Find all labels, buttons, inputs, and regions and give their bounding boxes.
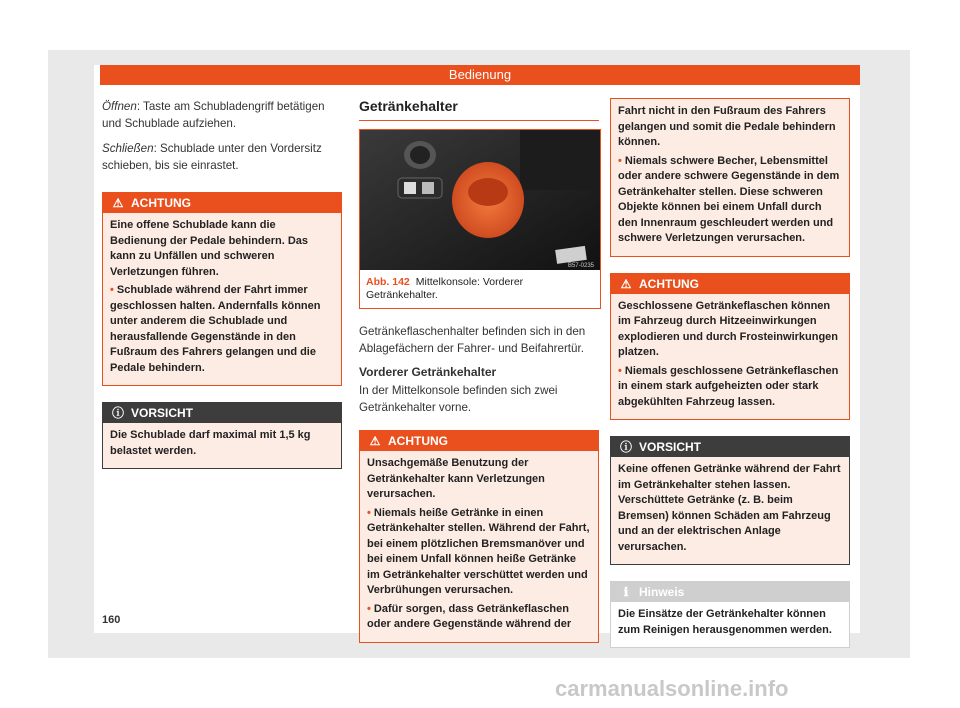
caution-text: Die Schublade darf maximal mit 1,5 kg belastet werden.: [110, 429, 311, 457]
bullet-icon: •: [618, 364, 625, 377]
warning-box-bottles: [610, 273, 850, 421]
warning-title: ACHTUNG: [388, 434, 448, 448]
note-box-header: [611, 582, 849, 602]
warning-text: Unsachgemäße Benutzung der Getränkehalter kann Verletzungen verursachen.: [367, 457, 545, 500]
warning-bullet: • Schublade während der Fahrt immer geschlossen halten. Andernfalls können unter anderem die Schublade und herausfallende Gegenstände in den Fußraum des Fahrers gelangen und die Pedale behindern.: [110, 284, 321, 374]
warning-box-body: [103, 213, 341, 385]
page-number: 160: [102, 614, 121, 626]
caution-title: VORSICHT: [131, 406, 194, 420]
caution-box-header: [103, 403, 341, 423]
warning-triangle-icon: ⚠: [369, 434, 381, 448]
warning-title: ACHTUNG: [131, 196, 191, 210]
warning-title: ACHTUNG: [639, 276, 699, 291]
exclamation-circle-icon: ⓘ: [619, 440, 632, 454]
note-title: Hinweis: [639, 585, 685, 599]
bullet-icon: •: [367, 602, 374, 615]
warning-bullet: • Niemals heiße Getränke in einen Getränkehalter stellen. Während der Fahrt, bei einem plötzlichen Bremsmanöver und bei einem Unfall können heiße Getränke im Getränkehalter verschüttet werden und Verbrühungen verursachen.: [367, 506, 590, 596]
intro-paragraph: Getränkeflaschenhalter befinden sich in den Ablagefächern der Fahrer- und Beifahrertür.: [359, 325, 586, 355]
page-header: Bedienung: [100, 65, 860, 85]
caution-box-header: [611, 437, 849, 457]
warning-triangle-icon: ⚠: [112, 196, 124, 210]
warning-box-body: [360, 451, 598, 642]
warning-box-header: [360, 431, 598, 451]
close-label: Schließen: [102, 142, 154, 155]
close-paragraph: [102, 140, 342, 174]
warning-box-header: [611, 274, 849, 294]
warning-text: Eine offene Schublade kann die Bedienung der Pedale behindern. Das kann zu Unfällen und schweren Verletzungen führen.: [110, 219, 309, 278]
caution-text: Keine offenen Getränke während der Fahrt im Getränkehalter stehen lassen. Verschüttete Getränke (z. B. beim Bremsen) können Schäden am Fahrzeug und an der elektrischen Anlage verursachen.: [618, 463, 841, 553]
column-right: [610, 98, 850, 664]
caution-box-body: [611, 457, 849, 564]
warning-box-header: [103, 193, 341, 213]
caution-box-drawer: [102, 402, 342, 469]
note-box-body: [611, 602, 849, 647]
sub-paragraph: In der Mittelkonsole befinden sich zwei Getränkehalter vorne.: [359, 384, 558, 414]
warning-bullet: • Niemals schwere Becher, Lebensmittel oder andere schwere Gegenstände in dem Getränkehalter stellen. Diese schweren Objekte können bei einem Unfall durch den Innenraum geschleudert werden und schwere Verletzungen verursachen.: [618, 154, 840, 244]
bullet-icon: •: [367, 506, 374, 519]
warning-box-drawer: [102, 192, 342, 386]
caution-box-body: [103, 423, 341, 468]
open-label: Öffnen: [102, 100, 137, 113]
warning-bullet: • Niemals geschlossene Getränkeflaschen in einem stark aufgeheizten oder stark abgekühlten Fahrzeug lassen.: [618, 364, 839, 408]
warning-text: Geschlossene Getränkeflaschen können im Fahrzeug durch Hitzeeinwirkungen explodieren und durch Frosteinwirkungen platzen.: [618, 299, 839, 358]
warning-bullet: • Dafür sorgen, dass Getränkeflaschen oder andere Gegenstände während der: [367, 602, 572, 630]
console-photo: [360, 130, 600, 270]
figure-142: [359, 129, 601, 309]
watermark: carmanualsonline.info: [555, 676, 789, 701]
open-paragraph: [102, 98, 342, 132]
bullet-icon: •: [618, 154, 625, 167]
caution-box-drinks: [610, 436, 850, 565]
column-middle: [359, 98, 599, 659]
figure-caption: [360, 270, 600, 308]
close-text: : Schublade unter den Vordersitz schieben, bis sie einrastet.: [102, 142, 322, 172]
warning-box-body: [611, 99, 849, 256]
warning-box-continued: [610, 98, 850, 257]
info-icon: ℹ: [623, 585, 629, 599]
bullet-icon: •: [110, 284, 117, 296]
warning-box-body: [611, 294, 849, 420]
note-box: [610, 581, 850, 648]
open-text: : Taste am Schubladengriff betätigen und Schublade aufziehen.: [102, 100, 325, 130]
figure-caption-text: Mittelkonsole: Vorderer Getränkehalter.: [366, 276, 524, 301]
note-text: Die Einsätze der Getränkehalter können zum Reinigen herausgenommen werden.: [618, 608, 832, 636]
warning-box-cupholder: [359, 430, 599, 643]
exclamation-circle-icon: ⓘ: [111, 406, 124, 420]
caution-title: VORSICHT: [639, 440, 702, 454]
column-left: [102, 98, 342, 485]
warning-text: Fahrt nicht in den Fußraum des Fahrers gelangen und somit die Pedale behindern können.: [618, 105, 836, 148]
figure-code: B57-0235: [567, 263, 594, 269]
section-title: Getränkehalter: [359, 98, 599, 121]
subheading: Vorderer Getränkehalter: [359, 365, 497, 379]
figure-number: Abb. 142: [366, 276, 410, 288]
warning-triangle-icon: ⚠: [620, 276, 632, 291]
